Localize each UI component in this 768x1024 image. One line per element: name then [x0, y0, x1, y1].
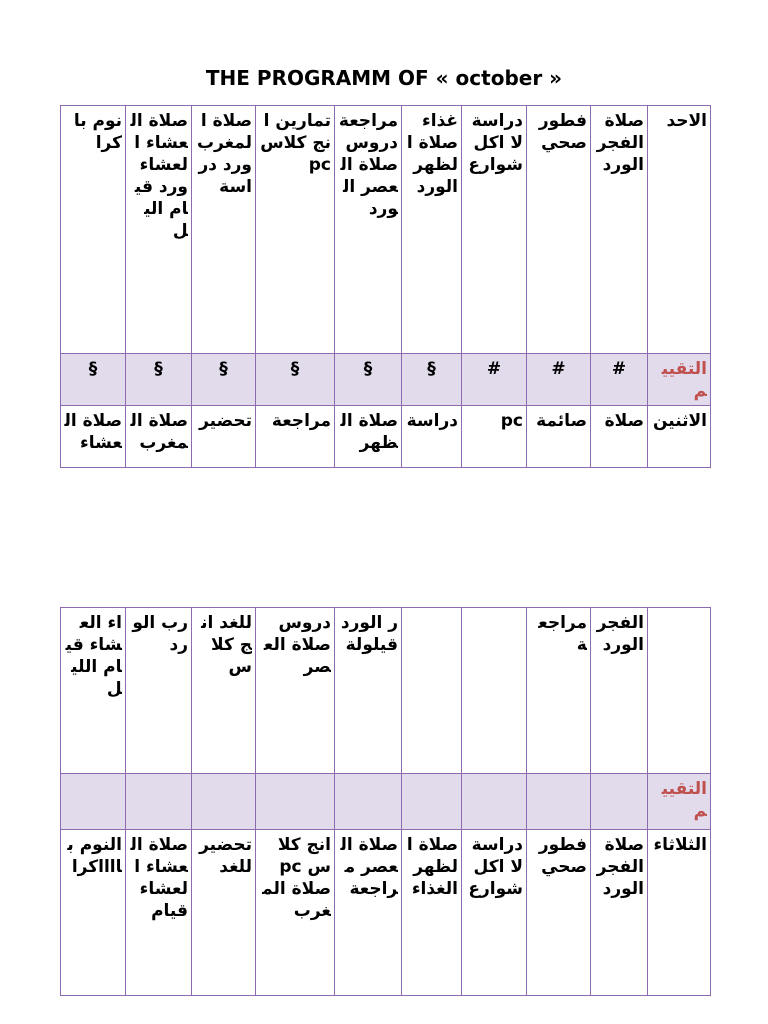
rating-label-cell	[648, 354, 711, 406]
rating-cell	[256, 774, 335, 830]
rating-cell: §	[192, 354, 256, 406]
activity-cell: صلاة العصر مراجعة	[335, 830, 402, 996]
rating-cell: #	[591, 354, 648, 406]
rating-row	[61, 774, 711, 830]
activity-cell: دراسة	[402, 406, 462, 468]
day-cell-monday: الاثنين	[648, 406, 711, 468]
rating-cell	[402, 774, 462, 830]
activity-cell: صلاة الظهر الغذاء	[402, 830, 462, 996]
activity-cell: صلاة	[591, 406, 648, 468]
rating-label: التقييم	[661, 779, 707, 821]
rating-cell: #	[527, 354, 591, 406]
activity-cell: صلاة الفجر الورد	[591, 830, 648, 996]
rating-cell: #	[462, 354, 527, 406]
activity-cell: pc	[462, 406, 527, 468]
activity-cell: فطور صحي	[527, 106, 591, 354]
activity-cell: دروس صلاة العصر	[256, 608, 335, 774]
rating-label: التقييم	[661, 359, 707, 401]
rating-cell	[192, 774, 256, 830]
activity-cell: تحضير	[192, 406, 256, 468]
activity-cell: صلاة الفجر الورد	[591, 106, 648, 354]
activity-cell: غذاء صلاة الظهر الورد	[402, 106, 462, 354]
activity-cell: اء العشاء قيام الليل	[61, 608, 126, 774]
activity-cell: صائمة	[527, 406, 591, 468]
rating-label-cell	[648, 774, 711, 830]
rating-cell: §	[61, 354, 126, 406]
schedule-table-week-1	[60, 105, 711, 468]
rating-row	[61, 354, 711, 406]
day-cell-tuesday: الثلاثاء	[648, 830, 711, 996]
page-title: THE PROGRAMM OF « october »	[205, 66, 563, 90]
activities-row	[61, 106, 711, 354]
activity-cell: الفجر الورد	[591, 608, 648, 774]
activity-cell	[648, 608, 711, 774]
activity-cell: صلاة العشاء العشاء قيام	[126, 830, 192, 996]
rating-cell: §	[126, 354, 192, 406]
activity-cell: صلاة المغرب ورد دراسة	[192, 106, 256, 354]
rating-cell	[126, 774, 192, 830]
activity-cell: مراجعة	[256, 406, 335, 468]
rating-cell	[335, 774, 402, 830]
activity-cell	[402, 608, 462, 774]
activities-row	[61, 830, 711, 996]
activity-cell: تحضير للغد	[192, 830, 256, 996]
rating-cell	[527, 774, 591, 830]
rating-cell: §	[256, 354, 335, 406]
activity-cell	[462, 608, 527, 774]
activity-cell: صلاة العشاء العشاء ورد قيام اليل	[126, 106, 192, 354]
activity-cell: ر الورد قيلولة	[335, 608, 402, 774]
activity-cell: مراجعة	[527, 608, 591, 774]
activity-cell: فطور صحي	[527, 830, 591, 996]
activity-cell: مراجعة دروس صلاة العصر الورد	[335, 106, 402, 354]
activity-cell: دراسة لا اكل شوارع	[462, 830, 527, 996]
schedule-table-week-2	[60, 607, 711, 996]
rating-cell	[591, 774, 648, 830]
activity-cell: صلاة الظهر	[335, 406, 402, 468]
day-cell-sunday: الاحد	[648, 106, 711, 354]
activity-cell: انج كلاس pc صلاة المغرب	[256, 830, 335, 996]
activity-cell: نوم باكرا	[61, 106, 126, 354]
rating-cell: §	[402, 354, 462, 406]
activity-cell: النوم بااااكرا	[61, 830, 126, 996]
rating-cell: §	[335, 354, 402, 406]
activity-cell: دراسة لا اكل شوارع	[462, 106, 527, 354]
rating-cell	[61, 774, 126, 830]
activities-row	[61, 406, 711, 468]
activity-cell: تمارين انج كلاس pc	[256, 106, 335, 354]
activity-cell: للغد انج كلاس	[192, 608, 256, 774]
activities-row	[61, 608, 711, 774]
rating-cell	[462, 774, 527, 830]
activity-cell: رب الورد	[126, 608, 192, 774]
activity-cell: صلاة المغرب	[126, 406, 192, 468]
activity-cell: صلاة العشاء	[61, 406, 126, 468]
